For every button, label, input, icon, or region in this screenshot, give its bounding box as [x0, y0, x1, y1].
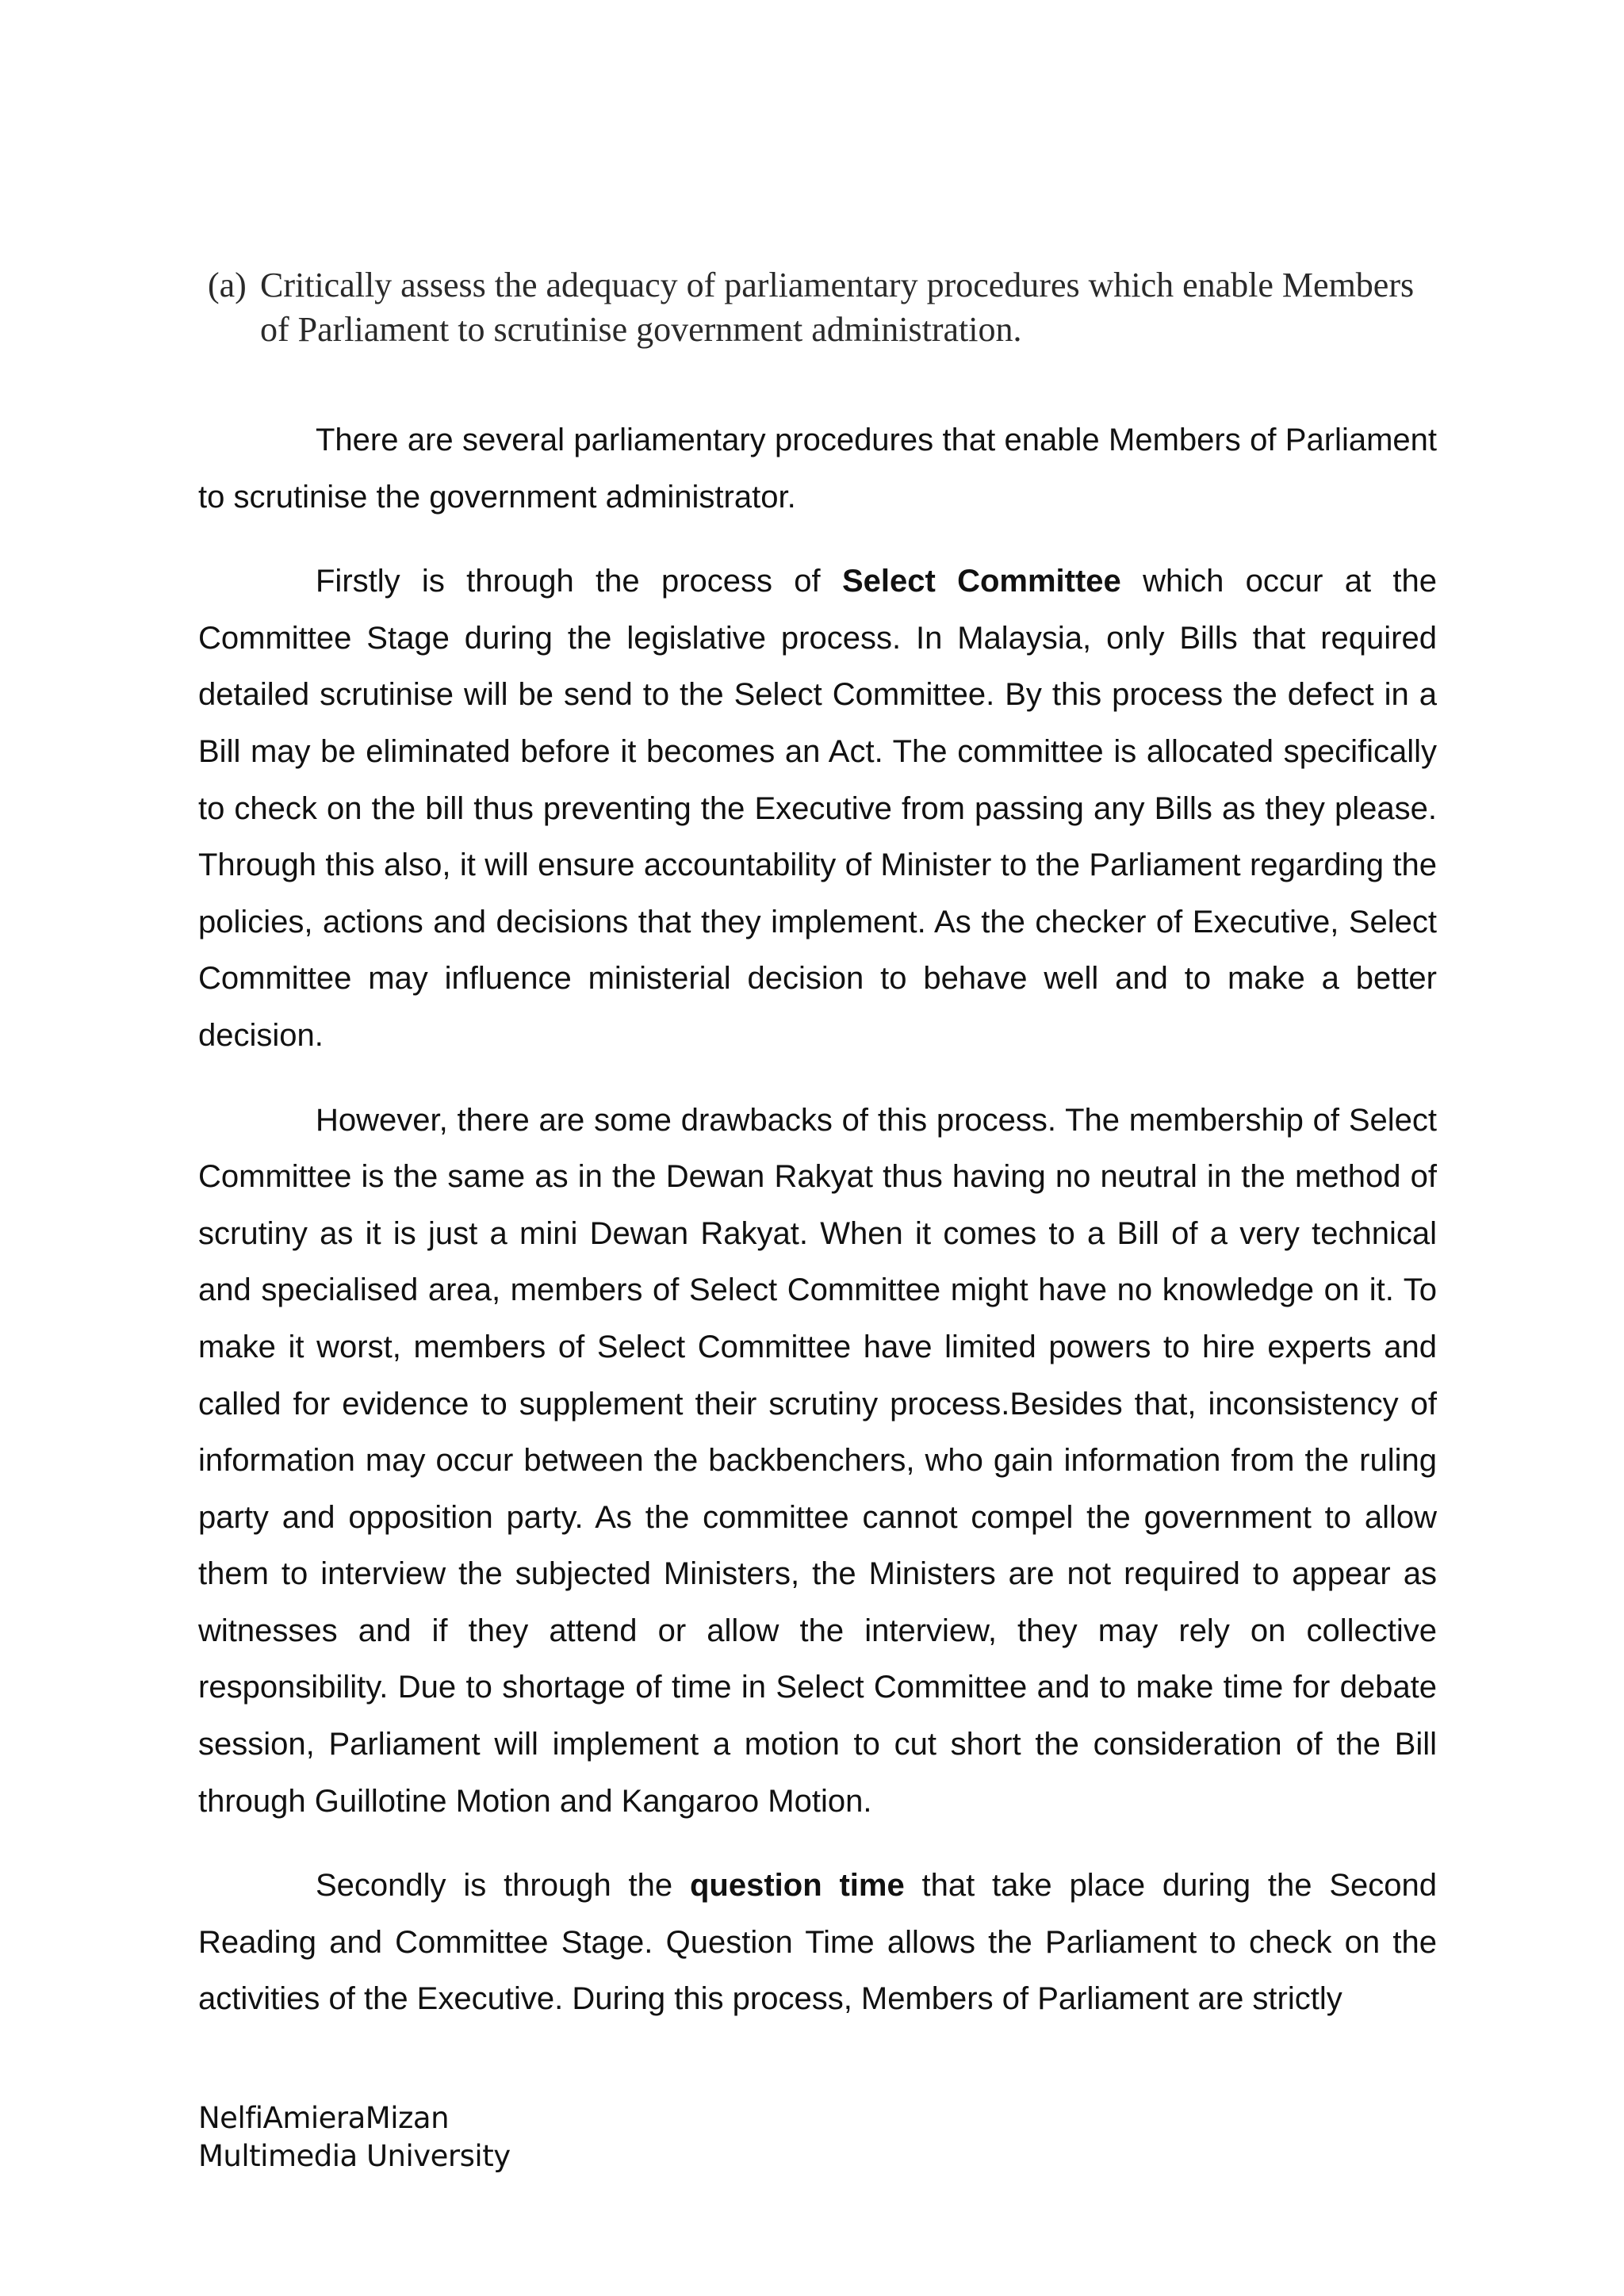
question-label: (a): [208, 266, 247, 304]
question-heading: [208, 263, 1429, 352]
paragraph-question-time: [198, 1858, 1437, 2028]
bold-term: question time: [689, 1868, 905, 1904]
footer-author: NelfiAmieraMizan: [198, 2101, 450, 2135]
paragraph-select-committee: [198, 553, 1437, 1064]
paragraph-text: However, there are some drawbacks of this process. The membership of Select Committee is the same as in the Dewan Rakyat thus having no neutral in the method of scrutiny as it is just a mini Dewan Rakyat. When it comes to a Bill of a very technical and specialised area, members of Select Committee might have no knowledge on it. To make it worst, members of Select Committee have limited powers to hire experts and called for evidence to supplement their scrutiny process.Besides that, inconsistency of information may occur between the backbenchers, who gain information from the ruling party and opposition party. As the committee cannot compel the government to allow them to interview the subjected Ministers, the Ministers are not required to appear as witnesses and if they attend or allow the interview, they may rely on collective responsibility. Due to shortage of time in Select Committee and to make time for debate session, Parliament will implement a motion to cut short the consideration of the Bill through Guillotine Motion and Kangaroo Motion.: [198, 1102, 1437, 1819]
paragraph-intro: [198, 412, 1437, 526]
paragraph-text: Secondly is through the: [316, 1868, 690, 1904]
paragraph-text: that take place during the Second Reading and Committee Stage. Question Time allows the Parliament to check on the activities of the Executive. During this process, Members of Parliament are strictly: [198, 1868, 1437, 2017]
paragraph-text: Firstly is through the process of: [316, 564, 842, 599]
footer-institution: Multimedia University: [198, 2139, 511, 2173]
question-text: Critically assess the adequacy of parliamentary procedures which enable Members of Parliament to scrutinise government administration.: [260, 266, 1415, 349]
paragraph-drawbacks: [198, 1093, 1437, 1831]
bold-term: Select Committee: [841, 564, 1121, 599]
footer: [198, 2099, 511, 2175]
paragraph-text: There are several parliamentary procedures that enable Members of Parliament to scrutinise the government administrator.: [198, 423, 1437, 515]
paragraph-text: which occur at the Committee Stage during the legislative process. In Malaysia, only Bills that required detailed scrutinise will be send to the Select Committee. By this process the defect in a Bill may be eliminated before it becomes an Act. The committee is allocated specifically to check on the bill thus preventing the Executive from passing any Bills as they please. Through this also, it will ensure accountability of Minister to the Parliament regarding the policies, actions and decisions that they implement. As the checker of Executive, Select Committee may influence ministerial decision to behave well and to make a better decision.: [198, 564, 1437, 1053]
answer-body: [198, 412, 1437, 2028]
